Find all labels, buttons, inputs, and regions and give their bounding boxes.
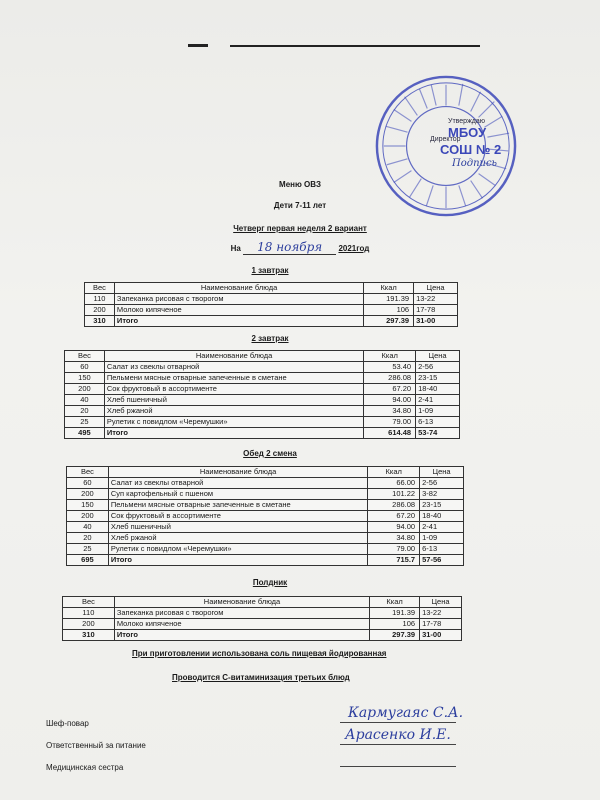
cell-ves: 150 (67, 500, 109, 511)
cell-ves: 200 (67, 489, 109, 500)
cell-kcal: 67.20 (364, 384, 416, 395)
cell-price: 18-40 (420, 511, 464, 522)
cell-price: 23-15 (420, 500, 464, 511)
cell-kcal: 106 (370, 619, 420, 630)
cell-ves: 40 (65, 395, 105, 406)
table-header-row (65, 351, 460, 362)
section-title: Обед 2 смена (243, 449, 297, 458)
col-kcal: Ккал (364, 351, 416, 362)
cell-ves: 310 (63, 630, 115, 641)
table-row (67, 533, 464, 544)
approve-signature: Подпись (452, 158, 498, 169)
age-group: Дети 7-11 лет (273, 201, 327, 210)
section-title: 1 завтрак (251, 266, 289, 275)
col-ves: Вес (63, 597, 115, 608)
cell-ves: 310 (85, 316, 115, 327)
table-row (65, 406, 460, 417)
cell-kcal: 297.39 (364, 316, 414, 327)
col-price: Цена (416, 351, 460, 362)
cell-ves: 200 (65, 384, 105, 395)
cell-name: Запеканка рисовая с творогом (114, 608, 369, 619)
cell-kcal: 34.80 (368, 533, 420, 544)
date-line (0, 240, 600, 254)
cell-ves: 25 (67, 544, 109, 555)
menu-table (84, 282, 458, 327)
cell-name: Молоко кипяченое (114, 619, 369, 630)
table-header-row (67, 467, 464, 478)
cell-price: 2-56 (420, 478, 464, 489)
day-label: Четверг первая неделя 2 вариант (233, 224, 367, 233)
table-row (63, 619, 462, 630)
table-row (65, 362, 460, 373)
cell-kcal: 286.08 (368, 500, 420, 511)
col-ves: Вес (85, 283, 115, 294)
chef-label: Шеф-повар (46, 719, 89, 728)
col-name: Наименование блюда (114, 283, 363, 294)
cell-ves: 495 (65, 428, 105, 439)
cell-name: Молоко кипяченое (114, 305, 363, 316)
cell-name: Сок фруктовый в ассортименте (104, 384, 363, 395)
table-row (85, 305, 458, 316)
cell-price: 2-41 (416, 395, 460, 406)
cell-price: 31-00 (414, 316, 458, 327)
salt-note: При приготовлении использована соль пищевая йодированная (132, 649, 387, 658)
cell-ves: 25 (65, 417, 105, 428)
menu-title: Меню ОВЗ (279, 180, 321, 189)
cell-kcal: 66.00 (368, 478, 420, 489)
date-handwritten: 18 ноября (243, 240, 336, 255)
stamp-school: МБОУ (448, 125, 487, 140)
cell-ves: 20 (67, 533, 109, 544)
total-row (67, 555, 464, 566)
cell-ves: 110 (85, 294, 115, 305)
cell-price: 53-74 (416, 428, 460, 439)
cell-price: 31-00 (420, 630, 462, 641)
cell-name: Хлеб пшеничный (104, 395, 363, 406)
cell-kcal: 67.20 (368, 511, 420, 522)
director-label: Директор (430, 136, 461, 143)
table-row (67, 500, 464, 511)
chef-signature-line (340, 722, 456, 723)
cell-name: Итого (114, 316, 363, 327)
menu-table (66, 466, 464, 566)
date-suffix: 2021год (338, 244, 370, 253)
table-row (65, 417, 460, 428)
table-row (67, 489, 464, 500)
cell-price: 1-09 (420, 533, 464, 544)
cell-kcal: 79.00 (364, 417, 416, 428)
table-row (65, 373, 460, 384)
cell-ves: 60 (65, 362, 105, 373)
cell-kcal: 191.39 (370, 608, 420, 619)
col-name: Наименование блюда (104, 351, 363, 362)
cell-price: 1-09 (416, 406, 460, 417)
cell-ves: 60 (67, 478, 109, 489)
col-price: Цена (420, 467, 464, 478)
chef-signature: Кармугаяс С.А. (348, 705, 464, 721)
table-row (67, 478, 464, 489)
cell-name: Салат из свеклы отварной (104, 362, 363, 373)
approve-word: Утверждаю (448, 118, 485, 125)
cell-name: Итого (114, 630, 369, 641)
cell-name: Суп картофельный с пшеном (108, 489, 367, 500)
cell-name: Пельмени мясные отварные запеченные в сметане (108, 500, 367, 511)
cell-ves: 200 (67, 511, 109, 522)
cell-kcal: 53.40 (364, 362, 416, 373)
cell-price: 6-13 (420, 544, 464, 555)
cell-name: Рулетик с повидлом «Черемушки» (104, 417, 363, 428)
cell-ves: 110 (63, 608, 115, 619)
cell-name: Итого (104, 428, 363, 439)
cell-kcal: 297.39 (370, 630, 420, 641)
cell-name: Итого (108, 555, 367, 566)
cell-kcal: 191.39 (364, 294, 414, 305)
cell-price: 3-82 (420, 489, 464, 500)
cell-price: 57-56 (420, 555, 464, 566)
stamp-school-number: СОШ № 2 (440, 142, 502, 157)
table-row (63, 608, 462, 619)
cell-price: 17-78 (414, 305, 458, 316)
cell-name: Рулетик с повидлом «Черемушки» (108, 544, 367, 555)
cell-kcal: 286.08 (364, 373, 416, 384)
cell-kcal: 101.22 (368, 489, 420, 500)
cell-kcal: 94.00 (364, 395, 416, 406)
top-rule-right (230, 45, 480, 47)
col-name: Наименование блюда (114, 597, 369, 608)
cell-price: 17-78 (420, 619, 462, 630)
section-title: 2 завтрак (251, 334, 289, 343)
cell-kcal: 94.00 (368, 522, 420, 533)
cell-name: Салат из свеклы отварной (108, 478, 367, 489)
total-row (65, 428, 460, 439)
cell-price: 2-56 (416, 362, 460, 373)
col-kcal: Ккал (364, 283, 414, 294)
cell-price: 23-15 (416, 373, 460, 384)
col-price: Цена (420, 597, 462, 608)
cell-kcal: 79.00 (368, 544, 420, 555)
table-row (85, 294, 458, 305)
col-ves: Вес (65, 351, 105, 362)
responsible-signature: Арасенко И.Е. (345, 727, 451, 743)
cell-ves: 40 (67, 522, 109, 533)
top-rule-left (188, 44, 208, 47)
total-row (63, 630, 462, 641)
cell-price: 6-13 (416, 417, 460, 428)
menu-table (62, 596, 462, 641)
col-name: Наименование блюда (108, 467, 367, 478)
cell-ves: 200 (85, 305, 115, 316)
total-row (85, 316, 458, 327)
table-row (67, 522, 464, 533)
table-row (65, 384, 460, 395)
cell-ves: 200 (63, 619, 115, 630)
cell-name: Запеканка рисовая с творогом (114, 294, 363, 305)
vitamin-note: Проводится С-витаминизация третьих блюд (172, 673, 350, 682)
cell-kcal: 614.48 (364, 428, 416, 439)
cell-name: Сок фруктовый в ассортименте (108, 511, 367, 522)
cell-name: Хлеб пшеничный (108, 522, 367, 533)
responsible-label: Ответственный за питание (46, 741, 146, 750)
cell-kcal: 34.80 (364, 406, 416, 417)
cell-name: Хлеб ржаной (104, 406, 363, 417)
cell-kcal: 106 (364, 305, 414, 316)
cell-ves: 695 (67, 555, 109, 566)
cell-price: 13-22 (414, 294, 458, 305)
nurse-label: Медицинская сестра (46, 763, 124, 772)
cell-ves: 20 (65, 406, 105, 417)
col-ves: Вес (67, 467, 109, 478)
cell-price: 18-40 (416, 384, 460, 395)
cell-kcal: 715.7 (368, 555, 420, 566)
section-title: Полдник (252, 578, 288, 587)
table-header-row (63, 597, 462, 608)
col-price: Цена (414, 283, 458, 294)
menu-table (64, 350, 460, 439)
cell-price: 2-41 (420, 522, 464, 533)
table-row (67, 544, 464, 555)
cell-name: Хлеб ржаной (108, 533, 367, 544)
nurse-signature-line (340, 766, 456, 767)
col-kcal: Ккал (368, 467, 420, 478)
cell-name: Пельмени мясные отварные запеченные в сметане (104, 373, 363, 384)
table-row (67, 511, 464, 522)
cell-price: 13-22 (420, 608, 462, 619)
table-row (65, 395, 460, 406)
responsible-signature-line (340, 744, 456, 745)
col-kcal: Ккал (370, 597, 420, 608)
table-header-row (85, 283, 458, 294)
date-prefix: На (230, 244, 241, 253)
cell-ves: 150 (65, 373, 105, 384)
